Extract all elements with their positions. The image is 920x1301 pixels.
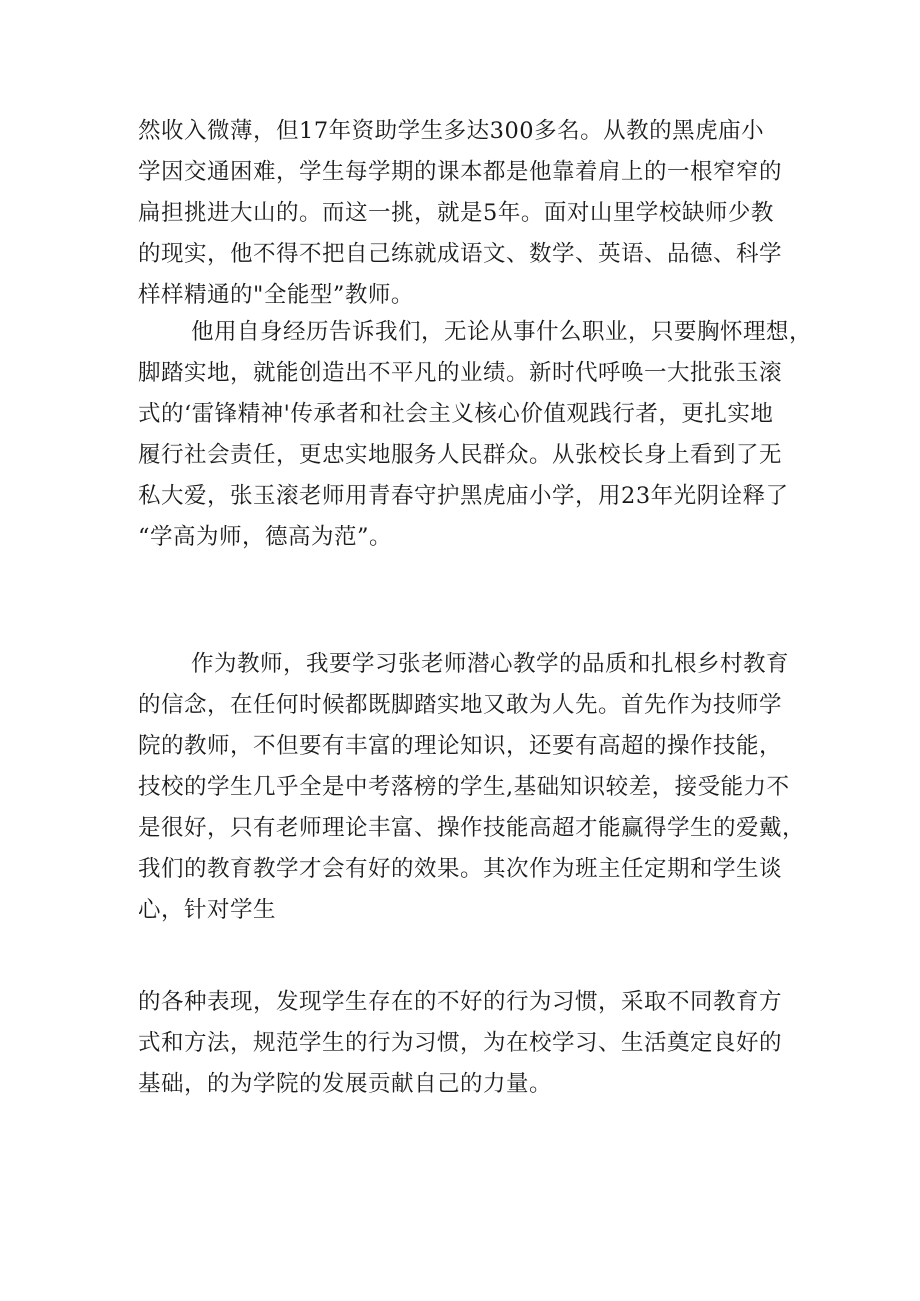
text-line: 的各种表现，发现学生存在的不好的行为习惯，采取不同教育方 bbox=[138, 989, 783, 1015]
text-line: 私大爱，张玉滚老师用青春守护黑虎庙小学，用23年光阴诠释了 bbox=[138, 483, 789, 509]
paragraph-lessons-learned bbox=[138, 312, 818, 558]
text-line: 我们的教育教学才会有好的效果。其次作为班主任定期和学生谈 bbox=[138, 856, 783, 882]
text-line: 脚踏实地，就能创造出不平凡的业绩。新时代呼唤一大批张玉滚 bbox=[138, 360, 783, 386]
text-line: 心，针对学生 bbox=[138, 897, 277, 923]
text-line: 的现实，他不得不把自己练就成语文、数学、英语、品德、科学 bbox=[138, 241, 783, 267]
text-line: 院的教师，不但要有丰富的理论知识，还要有高超的操作技能， bbox=[138, 733, 783, 759]
text-line: 的信念，在任何时候都既脚踏实地又敢为人先。首先作为技师学 bbox=[138, 692, 783, 718]
text-line: 样样精通的"全能型”教师。 bbox=[138, 282, 414, 308]
text-line: 扁担挑进大山的。而这一挑，就是5年。面对山里学校缺师少教 bbox=[138, 200, 774, 226]
text-line: 他用自身经历告诉我们，无论从事什么职业，只要胸怀理想， bbox=[191, 319, 813, 345]
text-line: 履行社会责任，更忠实地服务人民群众。从张校长身上看到了无 bbox=[138, 442, 783, 468]
text-line: “学高为师，德高为范”。 bbox=[138, 524, 393, 550]
text-line: 然收入微薄，但17年资助学生多达300多名。从教的黑虎庙小 bbox=[138, 118, 765, 144]
paragraph-conclusion bbox=[138, 982, 818, 1105]
text-line: 式的‘雷锋精神'传承者和社会主义核心价值观践行者，更扎实地 bbox=[138, 401, 774, 427]
text-line: 学因交通困难，学生每学期的课本都是他靠着肩上的一根窄窄的 bbox=[138, 159, 783, 185]
text-line: 式和方法，规范学生的行为习惯，为在校学习、生活奠定良好的 bbox=[138, 1030, 783, 1056]
text-line: 作为教师，我要学习张老师潜心教学的品质和扎根乡村教育 bbox=[191, 651, 790, 677]
text-line: 技校的学生几乎全是中考落榜的学生,基础知识较差，接受能力不 bbox=[138, 774, 790, 800]
text-line: 基础，的为学院的发展贡献自己的力量。 bbox=[138, 1071, 553, 1097]
text-line: 是很好，只有老师理论丰富、操作技能高超才能赢得学生的爱戴， bbox=[138, 815, 806, 841]
paragraph-continuation-zhang-yugun bbox=[138, 111, 818, 316]
paragraph-as-a-teacher bbox=[138, 644, 818, 931]
